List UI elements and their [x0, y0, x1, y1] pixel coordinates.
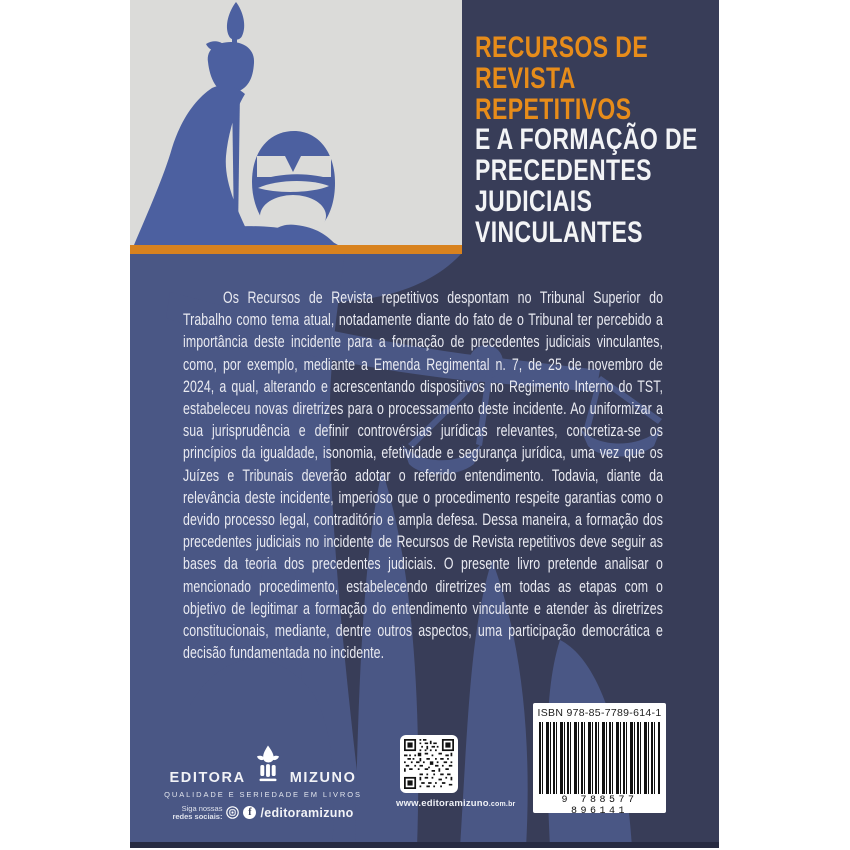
book-title-line: RECURSOS DE — [475, 31, 649, 64]
qr-block — [396, 735, 516, 809]
torch-flame-icon — [251, 743, 285, 787]
lady-justice-panel — [130, 0, 462, 245]
publisher-tagline: QUALIDADE E SERIEDADE EM LIVROS — [164, 790, 362, 799]
book-subtitle-line: E A FORMAÇÃO DE — [475, 123, 698, 157]
cover-bottom-edge — [130, 842, 719, 848]
synopsis-text: Os Recursos de Revista repetitivos despontam no Tribunal Superior do Trabalho como tema atual, notadamente diante do fato de o Tribunal ter percebido a importância deste incidente para a formação de precedentes judiciais vinculantes, como, por exemplo, mediante a Emenda Regimental n. 7, de 25 de novembro de 2024, a qual, alterando e acrescentando dispositivos no Regimento Interno do TST, estabeleceu novas diretrizes para o processamento deste incidente. Ao uniformizar a sua jurisprudência e definir controvérsias jurídicas relevantes, concretiza-se os princípios da igualdade, isonomia, efetividade e segurança jurídica, uma vez que os Juízes e Tribunais deverão adotar o referido entendimento. Todavia, diante da relevância deste incidente, imperioso que o procedimento respeite garantias como o devido processo legal, contraditório e ampla defesa. Dessa maneira, a formação dos precedentes judiciais no incidente de Recursos de Revista repetitivos deve seguir as bases da teoria dos precedentes judiciais. O presente livro pretende analisar o mencionado procedimento, estabelecendo diretrizes em todas as etapas com o objetivo de legitimar a formação do entendimento vinculante e atender às diretrizes constitucionais, mediante, dentre outros aspectos, uma participação democrática e decisão fundamentada no incidente. — [183, 288, 664, 663]
barcode-bars — [539, 722, 660, 794]
facebook-icon: f — [243, 806, 256, 819]
book-title-line: REPETITIVOS — [475, 92, 632, 126]
publisher-name-left: EDITORA — [169, 770, 246, 786]
instagram-icon — [226, 806, 239, 819]
lady-justice-illustration — [130, 0, 462, 245]
book-subtitle-line: VINCULANTES — [475, 215, 643, 249]
social-media-row — [148, 805, 378, 821]
book-back-cover — [130, 0, 719, 848]
barcode-digits: 9 788577 896141 — [561, 795, 638, 817]
publisher-website: www.editoramizuno.com.br — [396, 798, 516, 809]
qr-code — [400, 735, 458, 793]
isbn-barcode — [533, 703, 666, 817]
social-prompt: Siga nossas redes sociais: — [172, 804, 223, 821]
book-subtitle-line: JUDICIAIS — [475, 184, 593, 218]
book-title-line: REVISTA — [475, 61, 576, 95]
social-handle: /editoramizuno — [260, 805, 354, 820]
book-title — [475, 33, 719, 249]
publisher-logo — [148, 741, 378, 787]
orange-accent-bar — [130, 245, 462, 254]
publisher-name-right: MIZUNO — [289, 770, 357, 786]
publisher-block — [148, 741, 378, 821]
book-subtitle-line: PRECEDENTES — [475, 154, 652, 188]
isbn-label: ISBN 978-85-7789-614-1 — [537, 707, 662, 719]
